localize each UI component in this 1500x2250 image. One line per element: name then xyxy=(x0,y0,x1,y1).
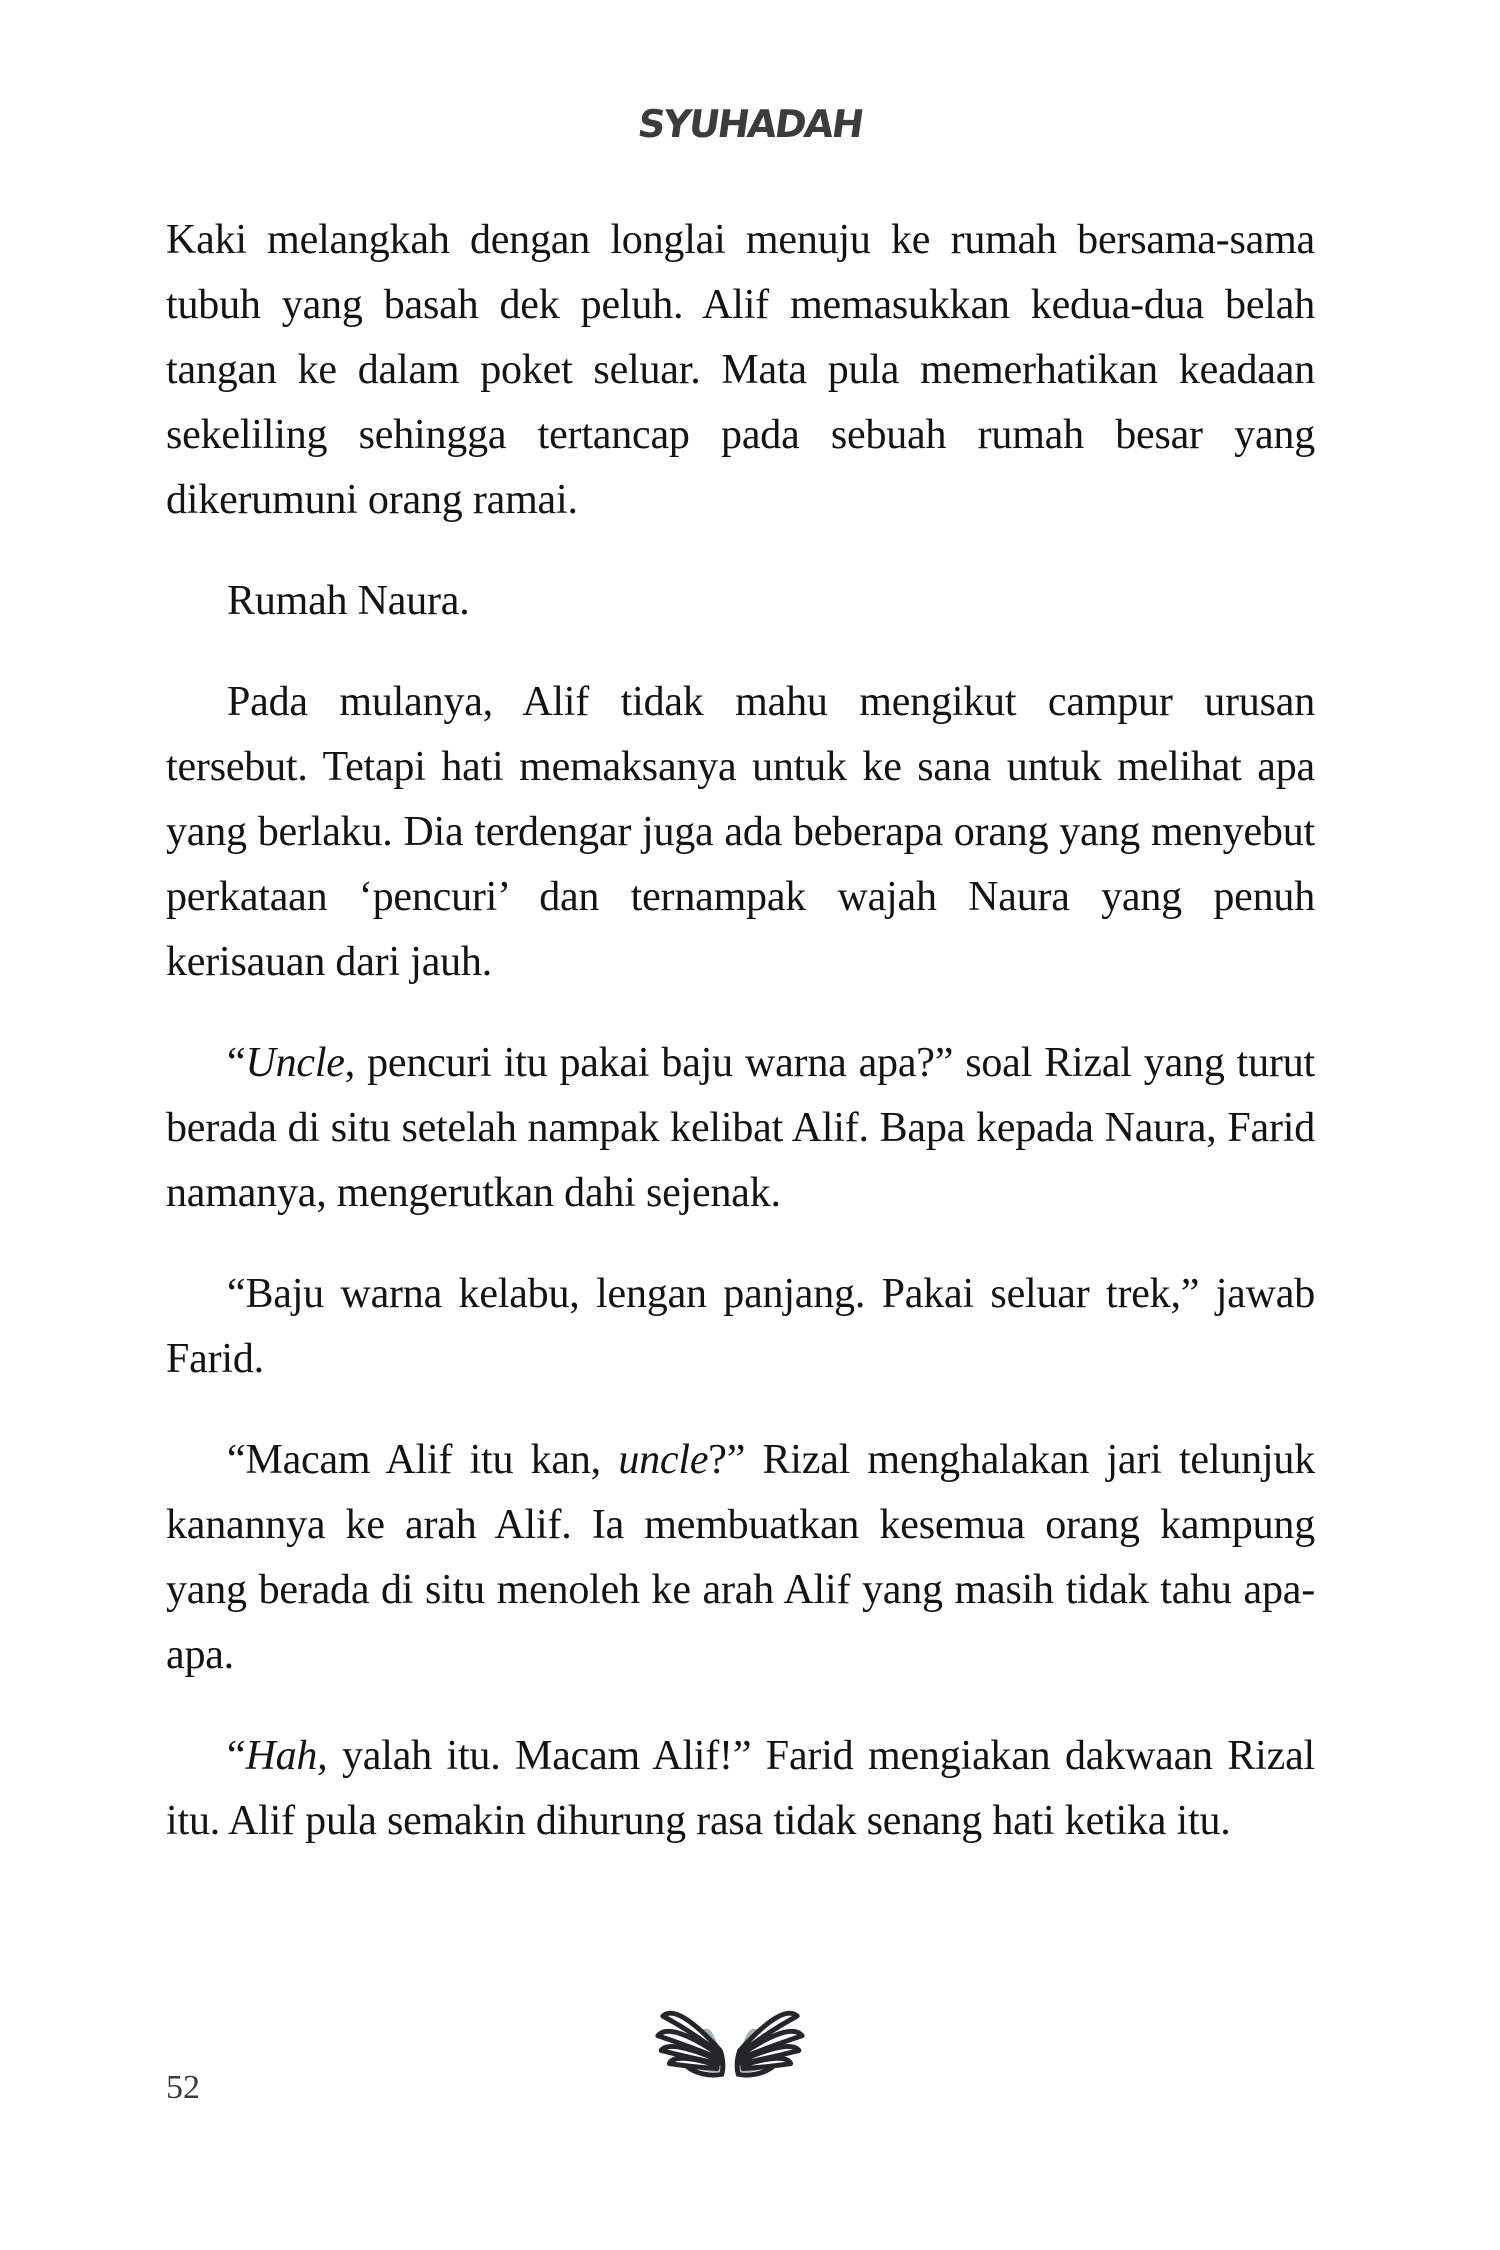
paragraph: Kaki melangkah dengan longlai menuju ke rumah bersama-sama tubuh yang basah dek peluh. Alif memasukkan kedua-dua belah tangan ke dalam poket seluar. Mata pula memerhatikan keadaan sekeliling sehingga tertancap pada sebuah rumah besar yang dikerumuni orang ramai. xyxy=(166,217,1315,523)
paragraph: “Macam Alif itu kan, uncle?” Rizal menghalakan jari telunjuk kanannya ke arah Alif. Ia membuatkan kesemua orang kampung yang berada di situ menoleh ke arah Alif yang masih tidak tahu apa-apa. xyxy=(166,1437,1316,1678)
angel-wings-icon xyxy=(648,1998,812,2080)
paragraph: Rumah Naura. xyxy=(227,578,470,624)
text-block xyxy=(166,208,1315,1890)
paragraph: Pada mulanya, Alif tidak mahu mengikut campur urusan tersebut. Tetapi hati memaksanya untuk ke sana untuk melihat apa yang berlaku. Dia terdengar juga ada beberapa orang yang menyebut perkataan ‘pencuri’ dan ternampak wajah Naura yang penuh kerisauan dari jauh. xyxy=(166,679,1315,985)
paragraph: “Baju warna kelabu, lengan panjang. Pakai seluar trek,” jawab Farid. xyxy=(166,1271,1315,1382)
paragraph: “Uncle, pencuri itu pakai baju warna apa?” soal Rizal yang turut berada di situ setelah nampak kelibat Alif. Bapa kepada Naura, Farid namanya, mengerutkan dahi sejenak. xyxy=(166,1040,1315,1216)
book-title-header: SYUHADAH xyxy=(635,102,865,146)
paragraph: “Hah, yalah itu. Macam Alif!” Farid mengiakan dakwaan Rizal itu. Alif pula semakin dihurung rasa tidak senang hati ketika itu. xyxy=(166,1733,1315,1844)
page-number: 52 xyxy=(166,2069,200,2106)
